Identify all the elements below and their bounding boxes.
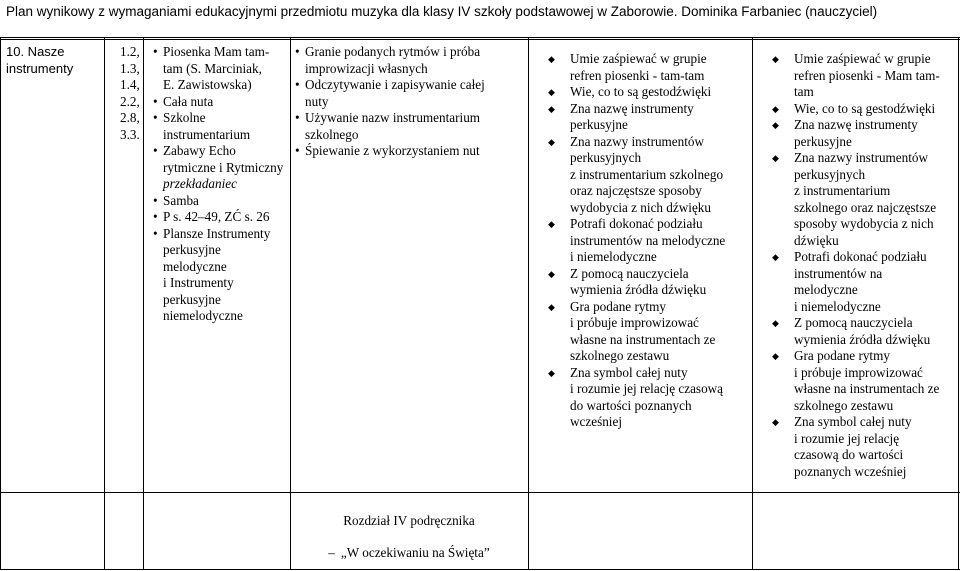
lesson-title-line: instrumenty [6,60,74,76]
requirement-item: ◆ Zna nazwy instrumentów perkusyjnych z instrumentarium szkolnego oraz najczęstsze sposoby wydobycia z nich dźwięku [768,150,956,249]
requirement-item: ◆ Potrafi dokonać podziału instrumentów na melodyczne i niemelodyczne [544,216,750,266]
column-divider-2 [143,37,144,570]
chapter-label: Rozdział IV podręcznika [343,513,475,528]
activity-item: • Śpiewanie z wykorzystaniem nut [294,143,526,160]
curriculum-number: 1.3, [120,60,140,76]
row-divider [0,492,960,493]
curriculum-number: 1.2, [120,44,140,59]
table-top-border [0,37,960,38]
requirement-item: ◆ Zna symbol całej nuty i rozumie jej relację czasową do wartości poznanych wcześniej [768,414,956,480]
table-left-border [0,37,1,570]
extended-requirements-cell [768,51,956,480]
lesson-title-line: 10. Nasze [6,44,65,59]
activities-cell [294,44,526,160]
requirement-item: ◆ Potrafi dokonać podziału instrumentów na melodyczne i niemelodyczne [768,249,956,315]
content-item: • Cała nuta [152,94,288,111]
requirement-item: ◆ Gra podane rytmy i próbuje improwizować własne na instrumentach ze szkolnego zestawu [544,299,750,365]
lesson-content-cell [152,44,288,325]
chapter-title: – „W oczekiwaniu na Święta” [328,545,490,560]
content-item: • Szkolne instrumentarium [152,110,288,143]
content-item: • Plansze Instrumenty perkusyjne melodyczne i Instrumenty perkusyjne niemelodyczne [152,226,288,325]
column-divider-3 [290,37,291,570]
content-item: • P s. 42–49, ZĆ s. 26 [152,209,288,226]
content-item: • Piosenka Mam tam- tam (S. Marciniak, E. Zawistowska) [152,44,288,94]
column-divider-4 [528,37,529,570]
curriculum-number: 3.3. [120,126,140,142]
document-title: Plan wynikowy z wymaganiami edukacyjnymi przedmiotu muzyka dla klasy IV szkoły podstawowej w Zaborowie. Dominika Farbaniec (nauczyciel) [6,4,878,19]
requirement-item: ◆ Gra podane rytmy i próbuje improwizować własne na instrumentach ze szkolnego zestawu [768,348,956,414]
requirement-item: ◆ Zna nazwę instrumenty perkusyjne [768,117,956,150]
activity-item: • Granie podanych rytmów i próba improwizacji własnych [294,44,526,77]
basic-requirements-list [544,51,750,431]
requirement-item: ◆ Z pomocą nauczyciela wymienia źródła dźwięku [768,315,956,348]
chapter-cell [290,505,528,569]
document-header [0,0,960,24]
basic-requirements-cell [544,51,750,431]
column-divider-5 [752,37,753,570]
activity-item: • Używanie nazw instrumentarium szkolnego [294,110,526,143]
activities-list [294,44,526,160]
requirement-item: ◆ Zna nazwy instrumentów perkusyjnych z instrumentarium szkolnego oraz najczęstsze sposoby wydobycia z nich dźwięku [544,134,750,217]
activity-item: • Odczytywanie i zapisywanie całej nuty [294,77,526,110]
requirement-item: ◆ Wie, co to są gestodźwięki [544,84,750,101]
curriculum-number: 1.4, [120,77,140,92]
requirement-item: ◆ Zna nazwę instrumenty perkusyjne [544,101,750,134]
column-divider-1 [104,37,105,570]
table-right-border [958,37,959,570]
extended-requirements-list [768,51,956,480]
requirement-item: ◆ Umie zaśpiewać w grupie refren piosenki - tam-tam [544,51,750,84]
table-bottom-border [0,569,960,570]
requirement-item: ◆ Umie zaśpiewać w grupie refren piosenki - Mam tam- tam [768,51,956,101]
content-list [152,44,288,325]
requirement-item: ◆ Wie, co to są gestodźwięki [768,101,956,118]
content-item: • Zabawy Echo rytmiczne i Rytmiczny przekładaniec [152,143,288,193]
requirement-item: ◆ Z pomocą nauczyciela wymienia źródła dźwięku [544,266,750,299]
content-item: • Samba [152,193,288,210]
requirement-item: ◆ Zna symbol całej nuty i rozumie jej relację czasową do wartości poznanych wcześniej [544,365,750,431]
curriculum-numbers-cell [120,44,142,143]
dash-mark: – [328,545,335,560]
lesson-title-cell [6,44,100,77]
table-top-border-inner [0,39,960,40]
curriculum-number: 2.8, [120,110,140,125]
curriculum-number: 2.2, [120,93,140,109]
